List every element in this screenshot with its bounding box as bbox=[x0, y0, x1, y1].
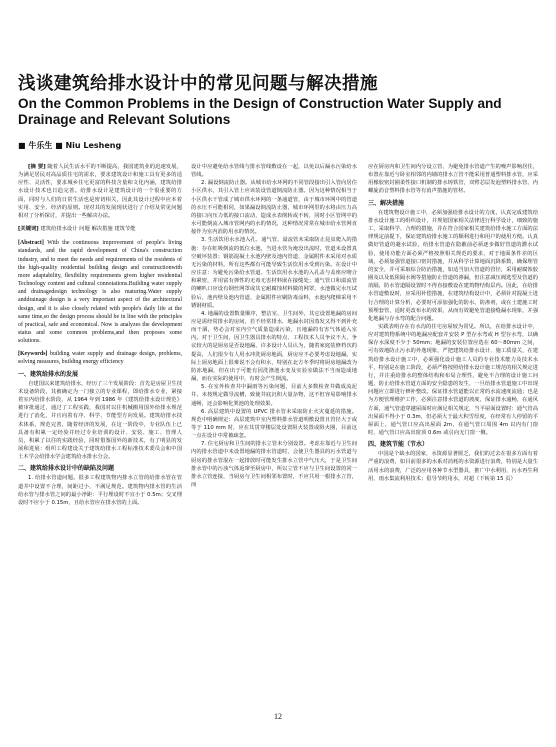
keywords-en-text: building water supply and drainage design, problems, solving measures, building energy efficiency bbox=[18, 351, 183, 366]
abstract-cn-text: 随着人民生活水平的不断提高，我国建筑业的迅速发展，为满足居民对高品质住宅的需求，要求建筑设计和施工具有更多的适应性、灵活性，要求城乡住宅更富的科技含量和文化内涵，建筑给排水设计技术也日趋完善。给排水设计是建筑设计的一个很重要的方面，同时与人们的日常生活也是密切相关，因此其设计过程中应本着实用、安全、经济的原则。现对其的发展现状进行了介绍及常见问题相对了分析探讨，并提出一些解决办法。 bbox=[18, 164, 182, 219]
column-3 bbox=[368, 163, 538, 483]
author-names: ■ 牛乐生 ■ Niu Lesheng bbox=[18, 141, 122, 150]
page-number: 12 bbox=[274, 712, 282, 721]
paragraph: 3. 生活饮用水水池入孔、通气管、溢流管未采取防止昆虫爬入的措施：存在虹吸倒流的低位水池，当进水管为淹没出流时，管道未设置真空破坏装置；钢筋混凝土水池内壁及池内管道、金属附件未采用对水质无污染的材料。所有这些都有可能导致生活饮用水受到污染。在设计中应注意：为避免污染给水管道、生活饮用水水池的入孔盖与盖座应吻合和紧密，并用富有弹性的无毒无害材料嵌在接缝处；通气管口和溢流管的喇叭口应设有钢丝网罩或其它耐腐蚀材料做的网罩，水池做完水压试验后，池内壁及池内管道、金属附件应刷防毒涂料，水池内爬梯采用不锈钢材质。 bbox=[191, 237, 357, 309]
column-1 bbox=[18, 163, 182, 507]
paragraph: 在建筑物设计施工中，必须加强给排水设计的力度，认真完成建筑给排水设计施工的组织设计，并规划国家相关法律进行科学设计，细致的施工，采取科学、合理的措施，并在符合国家相关建筑给排水施工方面的法律规定前提下，保证建筑给排水施工的顺利进行和用户的使用方便。认真做好管道的避水试验，给排水管道在隐蔽前必须逐步做好管道的灌水试验，使用功能方面必须严格按照相关规范的要求，对于地面条件差的区域，必须加强管道接口密封措施，并从科学计算地面沉降系数，确保埋管的安全，并可采取综合防治措施，如适当加大管道的管径，采用耐腐蚀胶圈及以及低阻隔水阀等措施防止管道的渗漏，但注意减压阀选型及管道的消隔，防水管道隔设置时不得直接敷设在建筑物结构层内。因此，在给排水管道敷设时，应采用补偿措施，在建筑结构设计中，必须针对混凝土进行合理的计算分析，必要时可添加强化的防水、防渗剂，或在土建施工时预埋套管，适时更改布水的效果，从而有效避免管道接缝漏水现象，并强化地漏与存水弯的配合问题。 bbox=[368, 209, 538, 322]
keywords-cn-label: [关键词] bbox=[18, 226, 39, 233]
section-2-body: 1. 给排水管道问题。很多工程建筑物内排水立管的给排水管在管道井中设置不合理，间距过小，不满足规范。建筑物内排水管的生活给水管与排水管之间的最小净距：平行埋设时不宜小于 0.5m；交叉埋设时不应小于 0.15m，且给水管应在排水管的上面。 bbox=[18, 475, 182, 506]
paragraph: 5. 在室外检查井中漏雨等污染问题，目前大多数检查井做成流泥井，未按规定做导流槽，致使井底沉积大量杂物，这不但容易影响排水通畅，还会影响化粪池的处理效果。 bbox=[191, 384, 357, 407]
section-2-title: 二、建筑给排水设计中的缺陷及问题 bbox=[18, 465, 115, 473]
abstract-en-text: With the continuous improvement of people's living standards, and the rapid development of China's construction industry, and to meet the needs and requirements of the residents of the high-quality residential building design and constructionwith more adaptability, flexibility requirements given higher residential Technology content and cultural connotations.Building water supply and drainagedesign technology is also maturing.Water supply anddrainage design is a very important aspect of the architectural design, and it is also closely related with people's daily life at the same time,so the design process should be in line with the principles of practical, safe and economical. Now is analyzes the development status and some common problems,and then proposes some solutions. bbox=[18, 240, 182, 345]
section-3-title: 三、解决措施 bbox=[368, 199, 405, 207]
title-chinese: 浅谈建筑给排水设计中的常见问题与解决措施 bbox=[18, 74, 378, 94]
paragraph: 4. 地漏的设置数量顺序，整洁室、卫生间外，其它设置地漏的房间应是需经常排水的房间，若不经常排水，地漏水封因蒸发又得不到补充而干涸，势必会对室内空气质量造成污染，且地漏的有害气体通入室内。对于卫生间，因卫生器具排水的特点，工程技术人员争议不大，争议较大的是厨房是否设地漏，许多设计人员认为，随着家庭装修档次的提高，人们很少有人用水冲洗厨房地面，厨房应不必要考虑设地漏。实际上厨房地面上很难说不会有积水，特别在北方冬季时将厨房地漏改为防冻地漏，但在出于可能有因洗涤池水变及实验室做法不当而造成地漏，而在实际的使用中，有时会产生倒流。 bbox=[191, 310, 357, 383]
keywords-cn-text: 建筑给排水设计 问题 解决措施 建筑节能 bbox=[40, 226, 136, 233]
section-1-body: 自建国以来建筑给排水，经历了三个发展阶段：首先是房屋卫生技术设备阶段，其被确定为一门独立的专业课程，即给排水专业，紧接着室内给排水阶段，从 1964 年到 1986 年《建筑给排水设计规范》被审批通过，通过了工程实践，我国对以往机械搬用国外给排水规范进行了消化，并且向着有序、科学、节能型方向发展。建筑给排水技术体系，规范完善，随着经济的发展，在这一阶段中，专业队伍上已具备有积累一定经验并经过专业培训的设计、安装、施工、管理人员，积累了以往的实践经验，同时借鉴国外的新技术，有了明显的发展和进展：组织工程建设关于建筑给排水工程标准技术委员会和中国土木学会给排水学会建筑给水排水分会。 bbox=[18, 380, 182, 461]
abstract-cn bbox=[18, 163, 182, 220]
paragraph: 应在厨房内和卫生间内分设立管，为避免排水管道产生的噪声影响居住，布置在靠近与卧室相邻的内墙的排水立管不能采用普通塑料排水管，应采用橡胶密封圈柔性接口机制的排水铸铁管，双臂芯层发泡塑料排水管、内螺旋消音塑料排水管等有消声措施的管材。 bbox=[368, 164, 538, 195]
paragraph: 设计中应避免给水管线与排水管线敷设在一起，以免以后漏水污染给水管线。 bbox=[191, 164, 357, 179]
paragraph: 2. 漏设倒流防止器。从城市给水环网的不同管段接出引入管向居住小区供水，其引入管上应该装设管道倒流防止器。因为这种情况相当于小区供水干管成了城市供水环网的一条通道管，由于城市环网中的管道的水压不可能相同，如果漏设倒流防止器，城市环网里的水将由压力高的接口向压力低的接口流动，造成水表倒转或不转，同时小区管网中的水可能倒流入城市管网内的水的情况，这种情况常常在城市给水管网直接作为室内消防用水的情况。 bbox=[191, 180, 357, 236]
keywords-cn bbox=[18, 225, 182, 233]
abstract-cn-label: [摘 要] bbox=[28, 164, 46, 170]
keywords-en bbox=[18, 350, 182, 366]
abstract-en-label: [Abstract] bbox=[18, 240, 44, 247]
keywords-en-label: [Keywords] bbox=[18, 351, 48, 358]
paragraph: 7. 住宅厨房和卫生间的排水立管未分别设置。考虑在靠近与卫生间内的排水管道中未设置地漏的排水管道时，会使卫生器具的污水管道与厨房的排水管混在一起排放时可能发生排水立管中气压大，于是卫生间排水管中的污浊气体返窜至厨房中，所以立管不应与卫生间设置的同一排水立管连接，当厨房与卫生间相邻布置时，不应共用一根排水立管，而 bbox=[191, 441, 357, 489]
section-4-title: 四、建筑节能（节水） bbox=[368, 441, 429, 449]
abstract-en bbox=[18, 239, 182, 345]
section-1-title: 一、建筑给排水的发展 bbox=[18, 370, 79, 378]
paragraph: 6. 高层建筑中设置的 UPVC 排水管未采取防止火灾蔓延的措施。规范中明确规定：高层建筑中室内塑料排水管道明敷设置且管径大于或等于 110 mm 时，应在其贯穿楼层处设置阻火装置或阻火圈，目前这一点在设计中常被疏忽。 bbox=[191, 408, 357, 440]
column-2 bbox=[191, 163, 357, 489]
title-english: On the Common Problems in the Design of Construction Water Supply and Drainage and Relevant Solutions bbox=[18, 96, 502, 127]
paragraph: 中国是个缺水的国家，水资源显著匮乏，我们的过去在很多方面有着严重的浪费，如目前很多的水系对消耗的水资源进行浪费，特别是大量生活用水的浪费，广泛的应用各种节水型器具，推广中水利用，污水再生利用、雨水集流利用技术；倡导节约用水，对超（下转第 15 页） bbox=[368, 451, 538, 482]
authors bbox=[18, 140, 121, 151]
paragraph: 实践表明存在有水沟的住宅房屋较为常见。所以，在给排水设计中，应对建筑物系统中的地漏应配套并安装 P 型存水弯或 H 型存水弯，以确保存水深度不少于 50mm；地漏的安装位置应选在 60～80mm 之间，可有效地防止污水的外逸现象，严把建筑给排水设计、施工质量关，在建筑给排水设计施工中，必须强化设计施工人员的专业技术能力及技术水平，特别是在施工阶段，必须严格按照给排水设计施工规范的相关规定进行，并注重给排水的整体结构和布局合理性，避免不合理的设计施工问题，防止给排水管道方面的安全隐患的发生，一旦给排水管道施工中出现问题应立即进行修补整改。保证排水管道能以正常的水流速度流通；也是为方便管理维护工作，必须注意排水管道的坡度，保证排水通畅，在通风方面，通气管道穿越屋面时应满足相关规定，当平屋面设置时：通气管高出屋面不得小于 0.3m，但必须大于最大积雪厚度，在经常有人停留的平屋面上，通气管口应高出屋面 2m，在通气管口周围 4m 以内有门窗时，通气管口应高出窗顶 0.6m 或引向无门窗一侧。 bbox=[368, 323, 538, 436]
